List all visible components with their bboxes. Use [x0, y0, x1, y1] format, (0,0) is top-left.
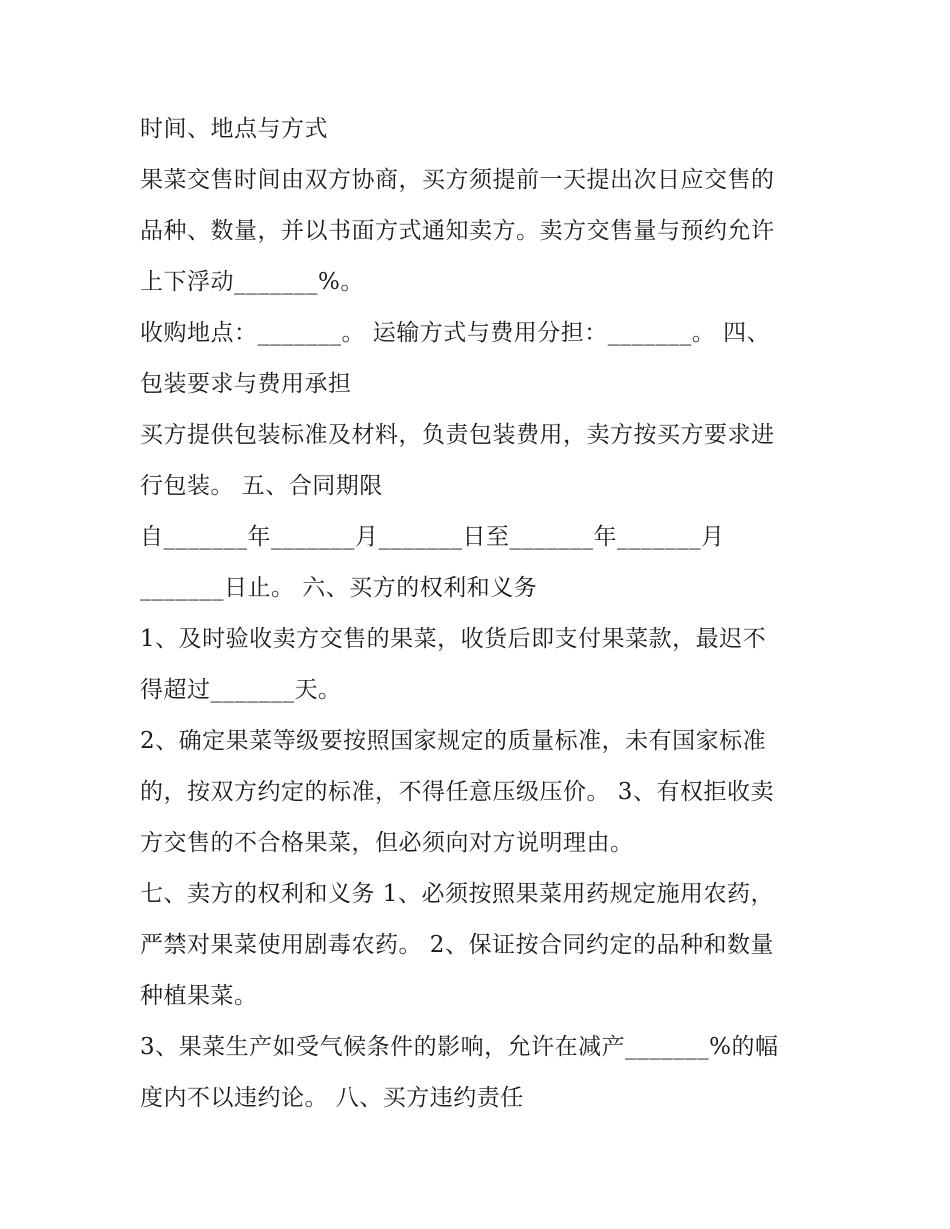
section-heading-time-place: 时间、地点与方式	[140, 116, 328, 142]
paragraph-line: 方交售的不合格果菜，但必须向对方说明理由。	[140, 830, 634, 856]
paragraph-line: 上下浮动_______%。	[140, 269, 364, 295]
paragraph-line: 得超过_______天。	[140, 677, 342, 703]
paragraph-line: 果菜交售时间由双方协商，买方须提前一天提出次日应交售的	[140, 167, 775, 193]
paragraph-line: 3、果菜生产如受气候条件的影响，允许在减产_______%的幅	[140, 1034, 779, 1060]
paragraph-line: 的，按双方约定的标准，不得任意压级压价。 3、有权拒收卖	[140, 779, 774, 805]
paragraph-line: 自_______年_______月_______日至_______年_______月	[140, 524, 725, 550]
paragraph-line: 度内不以违约论。 八、买方违约责任	[140, 1085, 524, 1111]
section-heading-packaging: 包装要求与费用承担	[140, 371, 352, 397]
paragraph-line: 七、卖方的权利和义务 1、必须按照果菜用药规定施用农药，	[140, 881, 774, 907]
document-body	[140, 104, 820, 1124]
paragraph-line: _______日止。 六、买方的权利和义务	[140, 575, 538, 601]
paragraph-line: 严禁对果菜使用剧毒农药。 2、保证按合同约定的品种和数量	[140, 932, 774, 958]
paragraph-line: 2、确定果菜等级要按照国家规定的质量标准，未有国家标准	[140, 728, 767, 754]
paragraph-line: 买方提供包装标准及材料，负责包装费用，卖方按买方要求进	[140, 422, 775, 448]
paragraph-line: 品种、数量，并以书面方式通知卖方。卖方交售量与预约允许	[140, 218, 775, 244]
paragraph-line: 种植果菜。	[140, 983, 258, 1009]
paragraph-line: 行包装。 五、合同期限	[140, 473, 383, 499]
paragraph-line: 收购地点：_______。 运输方式与费用分担：_______。 四、	[140, 320, 771, 346]
paragraph-line: 1、及时验收卖方交售的果菜，收货后即支付果菜款，最迟不	[140, 626, 767, 652]
